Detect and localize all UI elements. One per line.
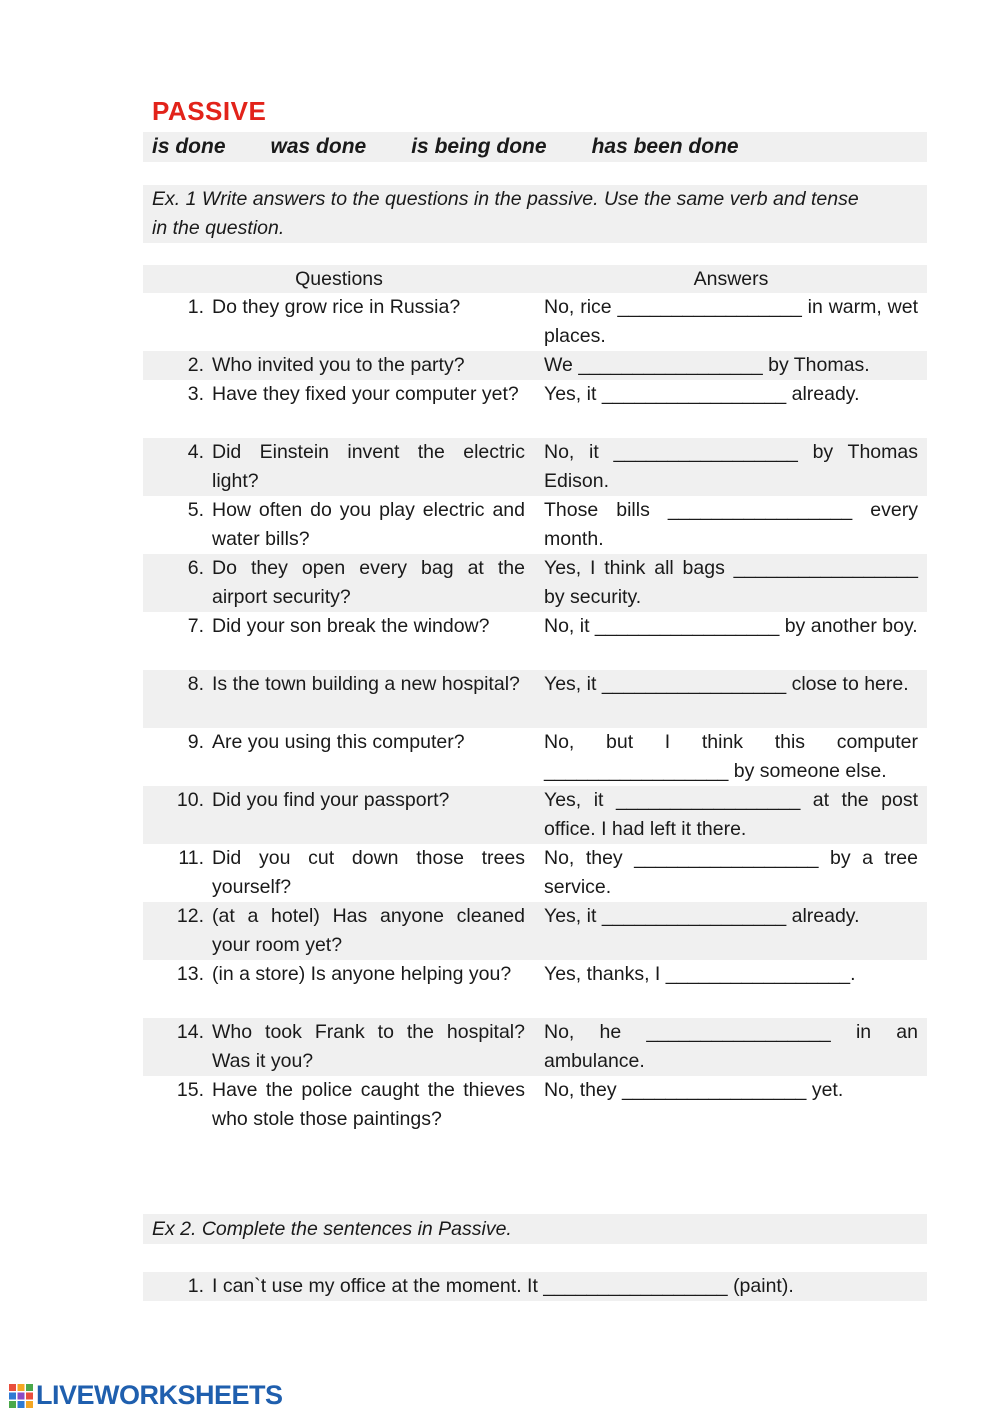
question-cell [143,670,525,728]
answer-text[interactable]: No, he _________________ in an ambulance. [544,1021,918,1072]
question-text: Is the town building a new hospital? [212,673,520,695]
question-number: 3. [187,383,204,405]
table-row [143,438,927,496]
tense-forms-bar [143,132,927,162]
question-number: 12. [176,905,204,927]
question-cell [143,786,525,844]
liveworksheets-logo[interactable] [8,1380,283,1411]
ex2-instruction: Ex 2. Complete the sentences in Passive. [143,1214,927,1244]
table-row [143,351,927,380]
question-number: 5. [187,499,204,521]
question-number: 10. [176,789,204,811]
question-number: 1. [187,296,204,318]
question-text: (in a store) Is anyone helping you? [212,963,512,985]
answer-text[interactable]: Yes, it _________________ close to here. [544,673,909,695]
header-questions: Questions [295,267,383,290]
table-row [143,960,927,1018]
question-text: Do they grow rice in Russia? [212,296,461,318]
table-row [143,844,927,902]
liveworksheets-logo-icon [8,1383,34,1409]
answer-text[interactable]: No, but I think this computer _________________ by someone else. [544,731,918,782]
answer-text[interactable]: No, they _________________ by a tree service. [544,847,918,898]
ex2-row-text: I can`t use my office at the moment. It _________________ (paint). [212,1275,794,1297]
question-cell [143,380,525,438]
answer-text[interactable]: No, they _________________ yet. [544,1079,844,1101]
table-row [143,380,927,438]
question-cell [143,496,525,554]
question-cell [143,1076,525,1163]
tense-form: is being done [411,135,547,158]
question-text: Did you cut down those trees yourself? [212,847,525,898]
page-title: PASSIVE [152,96,267,126]
question-number: 8. [187,673,204,695]
answer-text[interactable]: No, rice _________________ in warm, wet places. [544,296,918,347]
table-row [143,1018,927,1076]
answer-text[interactable]: No, it _________________ by another boy. [544,615,918,637]
answer-text[interactable]: We _________________ by Thomas. [544,354,870,376]
table-row [143,786,927,844]
question-number: 14. [176,1021,204,1043]
tense-form: is done [152,135,226,158]
question-cell [143,960,525,1018]
tense-form: was done [270,135,367,158]
answer-text[interactable]: Those bills _________________ every month. [544,499,918,550]
ex2-row [143,1272,927,1301]
question-text: How often do you play electric and water bills? [212,499,525,550]
question-text: (at a hotel) Has anyone cleaned your room yet? [212,905,525,956]
answer-text[interactable]: Yes, it _________________ at the post office. I had left it there. [544,789,918,840]
answer-text[interactable]: Yes, I think all bags _________________ by security. [544,557,918,608]
question-text: Are you using this computer? [212,731,465,753]
ex1-instruction-line: in the question. [152,217,285,239]
question-text: Did you find your passport? [212,789,450,811]
answer-text[interactable]: Yes, it _________________ already. [544,383,860,405]
answer-text[interactable]: No, it _________________ by Thomas Edison. [544,441,918,492]
table-row [143,496,927,554]
question-number: 2. [187,354,204,376]
table-row [143,612,927,670]
question-text: Who took Frank to the hospital? Was it you? [212,1021,525,1072]
answer-text[interactable]: Yes, thanks, I _________________. [544,963,856,985]
question-cell [143,612,525,670]
question-number: 4. [187,441,204,463]
header-answers: Answers [693,267,769,290]
table-row [143,670,927,728]
question-cell [143,902,525,960]
ex1-instruction-line: Ex. 1 Write answers to the questions in the passive. Use the same verb and tense [152,188,859,210]
table-row [143,902,927,960]
ex2-row-number: 1. [187,1275,204,1297]
question-number: 11. [178,847,204,869]
question-text: Do they open every bag at the airport security? [212,557,525,608]
question-text: Have the police caught the thieves who stole those paintings? [212,1079,525,1130]
question-number: 9. [187,731,204,753]
question-number: 7. [187,615,204,637]
question-cell [143,351,525,380]
question-text: Did Einstein invent the electric light? [212,441,525,492]
question-cell [143,728,525,786]
question-number: 6. [187,557,204,579]
question-text: Who invited you to the party? [212,354,465,376]
question-number: 13. [176,963,204,985]
ex1-instruction [143,185,927,243]
question-cell [143,438,525,496]
tense-form: has been done [591,135,739,158]
question-text: Have they fixed your computer yet? [212,383,519,405]
table-row [143,554,927,612]
logo-text: LIVEWORKSHEETS [36,1380,283,1410]
ex1-table [143,265,927,1163]
table-row [143,293,927,351]
table-row [143,1076,927,1163]
question-cell [143,844,525,902]
question-cell [143,554,525,612]
question-number: 15. [176,1079,204,1101]
question-cell [143,1018,525,1076]
question-cell [143,293,525,351]
table-row [143,728,927,786]
question-text: Did your son break the window? [212,615,490,637]
answer-text[interactable]: Yes, it _________________ already. [544,905,860,927]
table-header [143,265,927,293]
